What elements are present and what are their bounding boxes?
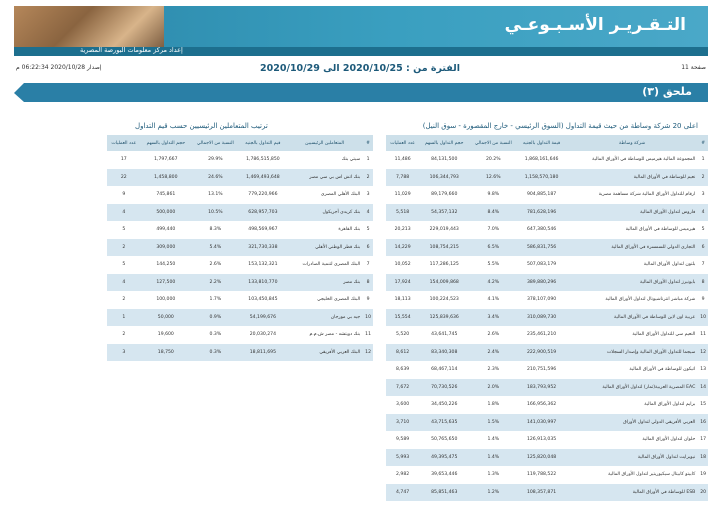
top20-cell: 7 xyxy=(701,262,705,268)
top20-cell: 54,357,132 xyxy=(419,204,469,222)
top20-cell: هيرميس للوساطة في الأوراق المالية xyxy=(625,227,696,233)
table-row xyxy=(107,256,373,274)
table-row xyxy=(386,484,708,502)
dealers-table xyxy=(107,135,373,361)
top20-cell: بايونيرز لتداول الأوراق المالية xyxy=(566,274,698,292)
top20-cell: 20,213 xyxy=(394,227,411,233)
top20-cell: 108,357,871 xyxy=(517,484,565,502)
table-row xyxy=(107,169,373,187)
top20-cell: 222,900,519 xyxy=(517,344,565,362)
dealers-cell: 13.1% xyxy=(208,192,223,198)
top20-cell: 119,788,522 xyxy=(526,472,557,478)
top20-cell: 14,229 xyxy=(386,239,419,257)
top20-cell: 17,924 xyxy=(386,274,419,292)
dealers-cell: 499,440 xyxy=(156,227,176,233)
top20-cell: 11,486 xyxy=(394,157,411,163)
top20-cell: كابيتو كابيتال سيكيوريتيز لتداول الأوراق المالية xyxy=(608,472,696,478)
top20-cell: بلتون لتداول الأوراق المالية xyxy=(643,262,696,268)
dealers-cell: 1 xyxy=(107,309,141,327)
top20-header-cell: حجم التداول بالسهم xyxy=(419,135,469,151)
top20-cell: 210,751,596 xyxy=(526,367,557,373)
top20-cell: 229,019,443 xyxy=(429,227,459,233)
table-row xyxy=(107,309,373,327)
top20-cell: 7,788 xyxy=(386,169,419,187)
dealers-header-cell: قيم التداول بالجنيه xyxy=(240,135,286,151)
top20-header-cell: # xyxy=(698,135,708,151)
top20-cell: 1.2% xyxy=(469,484,517,502)
top20-cell: 12.6% xyxy=(469,169,517,187)
table-row xyxy=(386,204,708,222)
top20-cell: 3 xyxy=(701,192,705,198)
table-row xyxy=(107,221,373,239)
top20-cell: 2.4% xyxy=(469,344,517,362)
dealers-cell: بنك دويتشه - مصر ش.م.م xyxy=(309,332,361,338)
table-row xyxy=(386,186,708,204)
top20-cell: 125,839,636 xyxy=(419,309,469,327)
top20-cell: 389,880,296 xyxy=(517,274,565,292)
top20-cell: 20 xyxy=(698,484,708,502)
top20-cell: 5,993 xyxy=(386,449,419,467)
top20-cell: 310,089,730 xyxy=(517,309,565,327)
top20-cell: 18,113 xyxy=(394,297,411,303)
table-row xyxy=(386,379,708,397)
dealers-cell: 1.7% xyxy=(209,297,222,303)
top20-cell: 9,589 xyxy=(396,437,410,443)
top20-cell: 108,754,215 xyxy=(419,239,469,257)
dealers-cell: بنك القاهرة xyxy=(338,227,361,233)
top20-cell: 14 xyxy=(698,379,708,397)
dealers-cell: 9 xyxy=(366,297,370,303)
top20-cell: سيجما للتداول الأوراق المالية وإصدار السجلات xyxy=(566,344,698,362)
table-row xyxy=(386,256,708,274)
dealers-cell: 1,797,667 xyxy=(154,157,178,163)
table-row xyxy=(386,274,708,292)
dealers-cell: 9 xyxy=(122,192,126,198)
table-row xyxy=(107,151,373,169)
dealers-cell: 10 xyxy=(363,309,373,327)
top20-cell: عربية اون لاين للوساطة في الأوراق المالية xyxy=(566,309,698,327)
dealers-cell: 22 xyxy=(107,169,141,187)
dealers-cell: 18,750 xyxy=(141,344,192,362)
top20-cell: 9 xyxy=(701,297,705,303)
top20-cell: 781,628,196 xyxy=(517,204,565,222)
top20-cell: 15,554 xyxy=(386,309,419,327)
top20-cell: 5.5% xyxy=(487,262,500,268)
dealers-header-cell: النسبة من الاجمالي xyxy=(191,135,240,151)
table-row xyxy=(386,169,708,187)
top20-cell: حلوان لتداول الأوراق المالية xyxy=(642,437,696,443)
top20-cell: 8,639 xyxy=(396,367,410,373)
top20-cell: 11 xyxy=(700,332,707,338)
top20-cell: 39,653,446 xyxy=(431,472,458,478)
dealers-cell: 144,250 xyxy=(156,262,176,268)
top20-cell: 586,831,756 xyxy=(517,239,565,257)
dealers-cell: 100,000 xyxy=(156,297,176,303)
table-row xyxy=(386,239,708,257)
dealers-cell: 321,730,338 xyxy=(240,239,286,257)
dealers-cell: 0.3% xyxy=(191,344,240,362)
top20-cell: المجموعة المالية هيرميس للوساطة في الأوراق المالية xyxy=(592,157,696,163)
top20-cell: 43,641,745 xyxy=(431,332,458,338)
dealers-header-cell: # xyxy=(363,135,373,151)
top20-cell: 117,286,125 xyxy=(429,262,459,268)
dealers-header-cell: حجم التداول بالسهم xyxy=(141,135,192,151)
top20-cell: 2.0% xyxy=(469,379,517,397)
top20-cell: 183,793,952 xyxy=(517,379,565,397)
top20-header-cell: عدد العمليات xyxy=(386,135,419,151)
top20-cell: ارقام للتداول الأوراق المالية شركة مساهمة مصرية xyxy=(598,192,696,198)
top20-cell: 34,450,226 xyxy=(431,402,458,408)
table-row xyxy=(386,344,708,362)
top20-cell: فاروس لتداول الأوراق المالية xyxy=(566,204,698,222)
table-row xyxy=(386,326,708,344)
dealers-cell: 10.5% xyxy=(191,204,240,222)
top20-cell: 8.4% xyxy=(469,204,517,222)
top20-cell: 4 xyxy=(698,204,708,222)
dealers-cell: البنك الأهلي المصري xyxy=(320,192,361,198)
top20-cell: 647,380,546 xyxy=(526,227,557,233)
top20-cell: 5,520 xyxy=(396,332,410,338)
dealers-cell: 103,450,845 xyxy=(248,297,278,303)
dealers-cell: بنك قطر الوطني الأهلي xyxy=(286,239,363,257)
top20-cell: 904,885,187 xyxy=(526,192,557,198)
top20-cell: العربي الأفريقي الدولي لتداول الأوراق xyxy=(566,414,698,432)
issue-date: إصدار 2020/10/28 06:22:34 م xyxy=(16,64,102,71)
dealers-cell: البنك المصري لتنمية الصادرات xyxy=(302,262,361,268)
dealers-title: ترتيب المتعاملين الرئيسيين حسب قيم التداول xyxy=(135,122,268,130)
dealers-cell: 5.4% xyxy=(191,239,240,257)
top20-cell: EAC المصرية العربية(ثمار) لتداول الأوراق المالية xyxy=(566,379,698,397)
top20-cell: 85,851,463 xyxy=(419,484,469,502)
top20-cell: نيوبرايت لتداول الأوراق المالية xyxy=(566,449,698,467)
top20-cell: 4,747 xyxy=(386,484,419,502)
dealers-cell: 5 xyxy=(366,227,370,233)
dealers-cell: 745,861 xyxy=(156,192,176,198)
dealers-cell: 2 xyxy=(122,332,126,338)
dealers-cell: 1,458,800 xyxy=(141,169,192,187)
top20-cell: 378,107,090 xyxy=(526,297,557,303)
top20-cell: 43,715,635 xyxy=(419,414,469,432)
top20-cell: 3,710 xyxy=(386,414,419,432)
top20-header-cell: النسبة من الاجمالي xyxy=(469,135,517,151)
dealers-cell: 3 xyxy=(107,344,141,362)
table-row xyxy=(386,431,708,449)
dealers-cell: 5 xyxy=(122,227,126,233)
table-row xyxy=(386,396,708,414)
top20-header-cell: قيمة التداول بالجنيه xyxy=(517,135,565,151)
dealers-cell: 17 xyxy=(120,157,127,163)
dealers-cell: 20,030,274 xyxy=(249,332,277,338)
table-row xyxy=(107,326,373,344)
table-row xyxy=(107,204,373,222)
top20-cell: 166,956,362 xyxy=(526,402,557,408)
top20-cell: 17 xyxy=(700,437,707,443)
top20-cell: 154,009,868 xyxy=(419,274,469,292)
dealers-cell: 153,132,321 xyxy=(248,262,278,268)
dealers-cell: 0.3% xyxy=(209,332,222,338)
top20-cell: 10,052 xyxy=(394,262,411,268)
top20-cell: شركة مباشر انترناشيونال لتداول الأوراق المالية xyxy=(605,297,696,303)
dealers-cell: 2.6% xyxy=(209,262,222,268)
dealers-cell: 4 xyxy=(107,204,141,222)
table-row xyxy=(386,449,708,467)
top20-cell: 4.2% xyxy=(469,274,517,292)
top20-cell: 84,131,500 xyxy=(431,157,458,163)
top20-cell: 100,224,523 xyxy=(429,297,459,303)
top20-cell: 18 xyxy=(698,449,708,467)
annex-label: ملحق (٣) xyxy=(642,85,692,98)
dealers-cell: 19,600 xyxy=(157,332,174,338)
dealers-cell: 2 xyxy=(107,239,141,257)
top20-cell: 7.0% xyxy=(487,227,500,233)
table-row xyxy=(107,274,373,292)
top20-cell: 9.8% xyxy=(487,192,500,198)
banner-subbar xyxy=(14,47,708,56)
top20-title: اعلى 20 شركة وساطة من حيث قيمة التداول (السوق الرئيسي - خارج المقصورة - سوق النيل) xyxy=(422,122,698,130)
top20-cell: النعيم سي للتداول الأوراق المالية xyxy=(632,332,696,338)
top20-cell: 1,868,161,646 xyxy=(524,157,559,163)
table-row xyxy=(386,414,708,432)
top20-cell: 68,467,114 xyxy=(431,367,458,373)
top20-cell: ESB للوساطة في الأوراق المالية xyxy=(566,484,698,502)
report-period: الفترة من : 2020/10/25 الى 2020/10/29 xyxy=(260,63,460,74)
top20-cell: 11,029 xyxy=(394,192,411,198)
top20-header-cell: شركة وساطة xyxy=(566,135,698,151)
top20-cell: 19 xyxy=(700,472,707,478)
dealers-header-cell: عدد العمليات xyxy=(107,135,141,151)
dealers-cell: البنك العربي الأفريقي xyxy=(286,344,363,362)
table-row xyxy=(107,186,373,204)
dealers-cell: 4 xyxy=(363,204,373,222)
top20-cell: 15 xyxy=(700,402,707,408)
top20-cell: نعيم للوساطة في الأوراق المالية xyxy=(566,169,698,187)
dealers-cell: 0.9% xyxy=(191,309,240,327)
table-row xyxy=(107,239,373,257)
top20-table xyxy=(386,135,708,501)
top20-cell: 141,030,997 xyxy=(517,414,565,432)
top20-cell: 106,344,793 xyxy=(419,169,469,187)
top20-cell: 1 xyxy=(701,157,705,163)
top20-cell: 4.1% xyxy=(487,297,500,303)
dealers-cell: 498,569,967 xyxy=(248,227,278,233)
dealers-cell: 8.3% xyxy=(209,227,222,233)
top20-cell: 89,179,660 xyxy=(431,192,458,198)
top20-cell: 13 xyxy=(700,367,707,373)
table-row xyxy=(107,291,373,309)
top20-cell: 1.8% xyxy=(487,402,500,408)
dealers-cell: 18,811,695 xyxy=(240,344,286,362)
top20-cell: 8 xyxy=(698,274,708,292)
top20-cell: 1.3% xyxy=(487,472,500,478)
dealers-cell: 8 xyxy=(363,274,373,292)
dealers-cell: 4 xyxy=(107,274,141,292)
dealers-cell: 29.9% xyxy=(208,157,223,163)
top20-cell: 10 xyxy=(698,309,708,327)
top20-cell: 2,982 xyxy=(396,472,410,478)
top20-cell: التجاري الدولي للسمسرة في الأوراق المالية xyxy=(566,239,698,257)
annex-arrow xyxy=(14,83,24,102)
dealers-cell: بنك كريدي أجريكول xyxy=(286,204,363,222)
top20-cell: 8,612 xyxy=(386,344,419,362)
top20-cell: 3.4% xyxy=(469,309,517,327)
top20-cell: 1,158,570,180 xyxy=(517,169,565,187)
table-row xyxy=(107,344,373,362)
top20-cell: 5,518 xyxy=(386,204,419,222)
dealers-cell: 779,220,966 xyxy=(248,192,278,198)
dealers-cell: 12 xyxy=(363,344,373,362)
annex-bar xyxy=(24,83,708,102)
report-title: التـقـريـر الأسـبـوعـي xyxy=(504,15,686,35)
dealers-cell: 2 xyxy=(122,297,126,303)
top20-cell: 50,765,650 xyxy=(431,437,458,443)
top20-cell: 6 xyxy=(698,239,708,257)
dealers-cell: 1 xyxy=(366,157,370,163)
dealers-cell: 6 xyxy=(363,239,373,257)
dealers-cell: 50,000 xyxy=(141,309,192,327)
dealers-header-cell: المتعاملين الرئيسيين xyxy=(286,135,363,151)
dealers-cell: 5 xyxy=(122,262,126,268)
dealers-cell: 1,469,493,648 xyxy=(240,169,286,187)
table-row xyxy=(386,221,708,239)
dealers-cell: بنك مصر xyxy=(286,274,363,292)
table-row xyxy=(386,466,708,484)
top20-cell: 1.5% xyxy=(469,414,517,432)
dealers-cell: 24.6% xyxy=(191,169,240,187)
dealers-cell: 133,810,770 xyxy=(240,274,286,292)
dealers-cell: 127,500 xyxy=(141,274,192,292)
top20-cell: 507,083,179 xyxy=(526,262,557,268)
top20-cell: 6.5% xyxy=(469,239,517,257)
dealers-cell: 2.2% xyxy=(191,274,240,292)
top20-cell: 49,395,475 xyxy=(419,449,469,467)
top20-cell: 16 xyxy=(698,414,708,432)
top20-cell: 1.4% xyxy=(469,449,517,467)
top20-cell: 125,820,048 xyxy=(517,449,565,467)
top20-cell: 12 xyxy=(698,344,708,362)
top20-cell: 83,340,308 xyxy=(419,344,469,362)
top20-cell: 5 xyxy=(701,227,705,233)
top20-cell: 3,600 xyxy=(396,402,410,408)
dealers-cell: 500,000 xyxy=(141,204,192,222)
dealers-cell: 2 xyxy=(363,169,373,187)
top20-cell: 2.3% xyxy=(487,367,500,373)
dealers-cell: 1,786,515,850 xyxy=(246,157,280,163)
dealers-cell: جيه بي مورجان xyxy=(286,309,363,327)
top20-cell: 2 xyxy=(698,169,708,187)
table-row xyxy=(386,309,708,327)
dealers-cell: 11 xyxy=(365,332,372,338)
top20-cell: 2.6% xyxy=(487,332,500,338)
dealers-cell: سيتي بنك xyxy=(341,157,361,163)
table-row xyxy=(386,151,708,169)
top20-cell: برايم لتداول الأوراق المالية xyxy=(644,402,696,408)
dealers-cell: بنك اتش اس بي سي مصر xyxy=(286,169,363,187)
page-number: صفحة 11 xyxy=(681,64,706,71)
dealers-cell: البنك المصري الخليجي xyxy=(317,297,361,303)
table-row xyxy=(386,291,708,309)
dealers-cell: 3 xyxy=(366,192,370,198)
top20-cell: 7,672 xyxy=(386,379,419,397)
top20-cell: 126,913,035 xyxy=(526,437,557,443)
prepared-by: إعداد مركز معلومات البورصة المصرية xyxy=(80,46,183,54)
dealers-cell: 54,199,676 xyxy=(240,309,286,327)
top20-cell: 20.2% xyxy=(485,157,501,163)
top20-cell: 70,730,526 xyxy=(419,379,469,397)
dealers-cell: 628,957,703 xyxy=(240,204,286,222)
top20-cell: 1.4% xyxy=(487,437,500,443)
dealers-cell: 309,000 xyxy=(141,239,192,257)
top20-cell: اتيكون للوساطة في الأوراق المالية xyxy=(629,367,696,373)
top20-cell: 235,461,210 xyxy=(526,332,557,338)
table-row xyxy=(386,361,708,379)
dealers-cell: 7 xyxy=(366,262,370,268)
